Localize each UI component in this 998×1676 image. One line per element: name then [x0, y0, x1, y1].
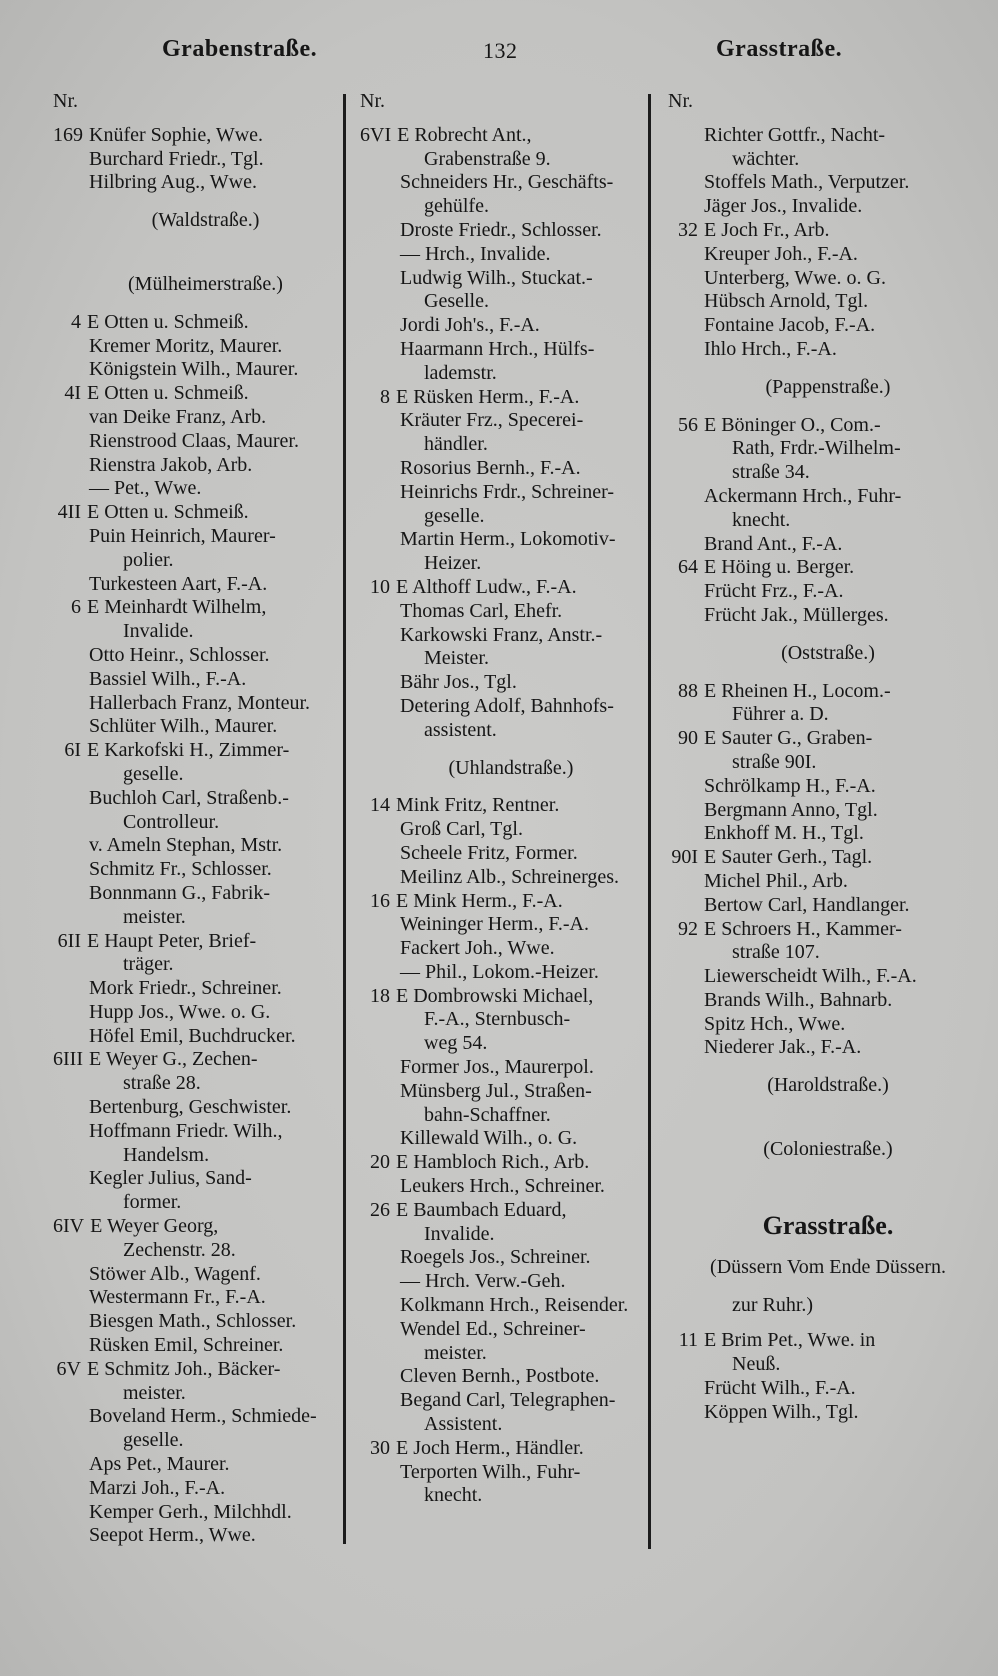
resident-line: Detering Adolf, Bahnhofs- [400, 694, 614, 717]
house-entry [53, 501, 338, 525]
continuation-line: Grabenstraße 9. [424, 147, 551, 170]
resident-line: Marzi Joh., F.-A. [89, 1476, 226, 1499]
resident-line: Bertow Carl, Handlanger. [704, 893, 910, 916]
resident-line: Rüsken Emil, Schreiner. [89, 1334, 284, 1357]
house-entry [360, 1437, 642, 1461]
resident-line: Meilinz Alb., Schreinerges. [400, 865, 620, 888]
house-entry [360, 890, 642, 914]
house-entry [668, 414, 968, 438]
resident-line: Köppen Wilh., Tgl. [704, 1400, 859, 1423]
column-1 [53, 90, 338, 1548]
continuation-line: Rath, Frdr.-Wilhelm- [732, 437, 901, 460]
street-heading: (Coloniestraße.) [763, 1138, 893, 1161]
resident-text: E Meinhardt Wilhelm, [87, 596, 267, 619]
resident-line: Rosorius Bernh., F.-A. [400, 456, 581, 479]
continuation-line: Meister. [424, 647, 489, 670]
resident-line: Thomas Carl, Ehefr. [400, 599, 563, 622]
house-number: 6VI [360, 123, 392, 146]
resident-line: Former Jos., Maurerpol. [400, 1056, 594, 1079]
house-number: 11 [678, 1329, 698, 1352]
continuation-line: assistent. [424, 718, 497, 741]
resident-text: E Sauter G., Graben- [704, 727, 873, 750]
column-rule [648, 94, 651, 1549]
resident-line: Westermann Fr., F.-A. [89, 1286, 266, 1309]
street-heading: (Mülheimerstraße.) [128, 272, 283, 295]
house-entry [53, 1358, 338, 1382]
continuation-line: lademstr. [424, 361, 497, 384]
resident-line: Wendel Ed., Schreiner- [400, 1317, 586, 1340]
resident-line: Killewald Wilh., o. G. [400, 1127, 578, 1150]
resident-line: Seepot Herm., Wwe. [89, 1524, 256, 1547]
house-entry [53, 1215, 338, 1239]
resident-line: Richter Gottfr., Nacht- [704, 123, 886, 146]
house-number: 4II [57, 501, 81, 524]
house-entry [360, 1151, 642, 1175]
resident-line: Brands Wilh., Bahnarb. [704, 988, 893, 1011]
continuation-line: knecht. [732, 508, 791, 531]
continuation-line: Controlleur. [123, 810, 220, 833]
house-entry [668, 846, 968, 870]
resident-line: Jordi Joh's., F.-A. [400, 314, 540, 337]
street-heading: (Uhlandstraße.) [448, 756, 574, 779]
resident-line: Frücht Frz., F.-A. [704, 580, 844, 603]
resident-line: Otto Heinr., Schlosser. [89, 643, 270, 666]
resident-line: Terporten Wilh., Fuhr- [400, 1460, 581, 1483]
resident-text: E Rüsken Herm., F.-A. [396, 385, 580, 408]
spacer [53, 247, 338, 259]
resident-line: Leukers Hrch., Schreiner. [400, 1175, 605, 1198]
continuation-line: former. [123, 1191, 182, 1214]
house-number: 30 [370, 1436, 390, 1459]
house-number: 10 [370, 575, 390, 598]
house-number: 169 [53, 123, 83, 146]
resident-text: E Mink Herm., F.-A. [396, 889, 563, 912]
resident-line: Buchloh Carl, Straßenb.- [89, 786, 289, 809]
resident-text: E Höing u. Berger. [704, 556, 855, 579]
resident-line: — Phil., Lokom.-Heizer. [400, 960, 599, 983]
resident-line: Kräuter Frz., Specerei- [400, 409, 584, 432]
resident-line: Scheele Fritz, Former. [400, 841, 578, 864]
column-header-nr: Nr. [53, 90, 78, 112]
resident-line: Michel Phil., Arb. [704, 869, 848, 892]
resident-line: Hoffmann Friedr. Wilh., [89, 1119, 283, 1142]
house-number: 20 [370, 1151, 390, 1174]
continuation-line: straße 107. [732, 941, 820, 964]
resident-line: Roegels Jos., Schreiner. [400, 1246, 591, 1269]
resident-text: E Weyer G., Zechen- [88, 1048, 258, 1071]
continuation-line: träger. [123, 953, 174, 976]
house-number: 18 [370, 984, 390, 1007]
house-entry [53, 311, 338, 335]
resident-line: Bassiel Wilh., F.-A. [89, 667, 247, 690]
resident-text: E Baumbach Eduard, [396, 1198, 567, 1221]
house-entry [360, 794, 642, 818]
resident-line: Rienstrood Claas, Maurer. [89, 429, 299, 452]
resident-line: Martin Herm., Lokomotiv- [400, 528, 616, 551]
house-number: 8 [380, 385, 390, 408]
continuation-line: straße 34. [732, 461, 810, 484]
resident-line: Kreuper Joh., F.-A. [704, 242, 858, 265]
resident-line: Haarmann Hrch., Hülfs- [400, 337, 595, 360]
page-number: 132 [483, 38, 518, 63]
house-number: 14 [370, 794, 390, 817]
section-title: Grasstraße. [762, 1210, 894, 1240]
resident-text: E Rheinen H., Locom.- [704, 679, 891, 702]
house-number: 88 [678, 679, 698, 702]
resident-line: Bertenburg, Geschwister. [89, 1096, 292, 1119]
resident-line: Mork Friedr., Schreiner. [89, 977, 282, 1000]
house-number: 26 [370, 1198, 390, 1221]
resident-line: Brand Ant., F.-A. [704, 532, 843, 555]
continuation-line: knecht. [424, 1484, 483, 1507]
column-3 [668, 90, 968, 1425]
resident-line: Droste Friedr., Schlosser. [400, 218, 602, 241]
street-heading: (Oststraße.) [781, 641, 875, 664]
house-number: 4I [64, 382, 81, 405]
resident-line: Frücht Wilh., F.-A. [704, 1377, 856, 1400]
resident-text: E Dombrowski Michael, [396, 984, 594, 1007]
house-number: 64 [678, 556, 698, 579]
resident-line: Hübsch Arnold, Tgl. [704, 290, 869, 313]
resident-line: Burchard Friedr., Tgl. [89, 147, 264, 170]
resident-line: Puin Heinrich, Maurer- [89, 524, 276, 547]
resident-line: Münsberg Jul., Straßen- [400, 1079, 592, 1102]
continuation-line: straße 28. [123, 1072, 201, 1095]
resident-text: Mink Fritz, Rentner. [396, 794, 560, 817]
running-head-right: Grasstraße. [716, 36, 843, 62]
resident-text: E Hambloch Rich., Arb. [396, 1151, 590, 1174]
house-entry [360, 985, 642, 1009]
resident-line: Enkhoff M. H., Tgl. [704, 822, 864, 845]
resident-text: E Schmitz Joh., Bäcker- [87, 1357, 281, 1380]
continuation-line: Handelsm. [123, 1143, 210, 1166]
resident-line: Ihlo Hrch., F.-A. [704, 337, 837, 360]
resident-text: E Karkofski H., Zimmer- [87, 739, 290, 762]
continuation-line: polier. [123, 548, 174, 571]
continuation-line: meister. [123, 1381, 186, 1404]
house-number: 4 [71, 310, 81, 333]
house-entry [668, 556, 968, 580]
house-entry [53, 739, 338, 763]
continuation-line: Invalide. [424, 1222, 495, 1245]
column-2 [360, 90, 642, 1508]
continuation-line: Invalide. [123, 620, 194, 643]
resident-line: Biesgen Math., Schlosser. [89, 1310, 297, 1333]
house-entry [360, 124, 642, 148]
house-entry [668, 680, 968, 704]
resident-line: Stoffels Math., Verputzer. [704, 171, 910, 194]
resident-text: Knüfer Sophie, Wwe. [89, 123, 264, 146]
resident-line: Rienstra Jakob, Arb. [89, 453, 253, 476]
resident-text: E Joch Fr., Arb. [704, 218, 830, 241]
house-number: 6I [64, 739, 81, 762]
house-number: 6II [57, 929, 81, 952]
resident-text: E Otten u. Schmeiß. [87, 382, 249, 405]
resident-line: Liewerscheidt Wilh., F.-A. [704, 965, 917, 988]
continuation-line: straße 90I. [732, 750, 817, 773]
continuation-line: Geselle. [424, 290, 489, 313]
house-entry [668, 1329, 968, 1353]
resident-line: Schneiders Hr., Geschäfts- [400, 171, 614, 194]
continuation-line: Neuß. [732, 1353, 781, 1376]
resident-line: Frücht Jak., Müllerges. [704, 603, 889, 626]
resident-line: Hallerbach Franz, Monteur. [89, 691, 311, 714]
resident-line: van Deike Franz, Arb. [89, 405, 267, 428]
resident-line: Bergmann Anno, Tgl. [704, 798, 878, 821]
house-entry [360, 1199, 642, 1223]
resident-line: Unterberg, Wwe. o. G. [704, 266, 886, 289]
house-number: 6III [53, 1048, 83, 1071]
resident-text: E Böninger O., Com.- [704, 413, 881, 436]
house-number: 16 [370, 889, 390, 912]
resident-line: Niederer Jak., F.-A. [704, 1036, 862, 1059]
resident-text: E Althoff Ludw., F.-A. [396, 575, 577, 598]
continuation-line: zur Ruhr.) [732, 1293, 814, 1316]
house-entry [53, 124, 338, 148]
resident-line: Kolkmann Hrch., Reisender. [400, 1294, 629, 1317]
resident-line: Hupp Jos., Wwe. o. G. [89, 1000, 271, 1023]
continuation-line: Führer a. D. [732, 703, 829, 726]
resident-line: Kremer Moritz, Maurer. [89, 334, 283, 357]
resident-text: E Brim Pet., Wwe. in [704, 1329, 876, 1352]
running-head-left: Grabenstraße. [162, 36, 318, 62]
resident-line: Ackermann Hrch., Fuhr- [704, 484, 902, 507]
resident-text: E Joch Herm., Händler. [396, 1436, 584, 1459]
continuation-line: Zechenstr. 28. [123, 1238, 236, 1261]
house-entry [360, 386, 642, 410]
street-heading: (Waldstraße.) [151, 209, 260, 232]
resident-line: Königstein Wilh., Maurer. [89, 358, 299, 381]
resident-line: — Pet., Wwe. [89, 477, 202, 500]
column-rule [343, 94, 346, 1544]
house-entry [53, 382, 338, 406]
resident-line: Stöwer Alb., Wagenf. [89, 1262, 261, 1285]
resident-line: Kegler Julius, Sand- [89, 1167, 252, 1190]
house-number: 92 [678, 917, 698, 940]
house-number: 90 [678, 727, 698, 750]
resident-line: Begand Carl, Telegraphen- [400, 1389, 616, 1412]
continuation-line: F.-A., Sternbusch- [424, 1008, 571, 1031]
street-heading: (Düssern Vom Ende Düssern. [710, 1255, 946, 1278]
house-entry [668, 727, 968, 751]
house-number: 6V [56, 1357, 81, 1380]
resident-text: E Robrecht Ant., [397, 123, 532, 146]
street-heading: (Pappenstraße.) [765, 375, 891, 398]
resident-line: Höfel Emil, Buchdrucker. [89, 1024, 296, 1047]
house-entry [668, 219, 968, 243]
house-number: 56 [678, 413, 698, 436]
resident-text: E Haupt Peter, Brief- [87, 929, 257, 952]
house-number: 6 [71, 596, 81, 619]
house-entry [668, 918, 968, 942]
house-entry [360, 576, 642, 600]
house-entry [53, 930, 338, 954]
resident-line: Spitz Hch., Wwe. [704, 1012, 846, 1035]
spacer [668, 1176, 968, 1188]
resident-line: v. Ameln Stephan, Mstr. [89, 834, 283, 857]
continuation-line: geselle. [424, 504, 485, 527]
resident-line: Groß Carl, Tgl. [400, 818, 523, 841]
resident-text: E Schroers H., Kammer- [704, 917, 902, 940]
continuation-line: Assistent. [424, 1413, 503, 1436]
house-number: 32 [678, 218, 698, 241]
resident-line: Fontaine Jacob, F.-A. [704, 314, 876, 337]
resident-line: Cleven Bernh., Postbote. [400, 1365, 600, 1388]
continuation-line: Heizer. [424, 552, 482, 575]
continuation-line: meister. [123, 905, 186, 928]
resident-text: E Sauter Gerh., Tagl. [704, 846, 873, 869]
resident-line: Ludwig Wilh., Stuckat.- [400, 266, 593, 289]
continuation-line: weg 54. [424, 1032, 488, 1055]
house-number: 90I [671, 846, 698, 869]
resident-line: Aps Pet., Maurer. [89, 1453, 230, 1476]
house-number: 6IV [53, 1215, 85, 1238]
continuation-line: gehülfe. [424, 195, 489, 218]
resident-text: E Otten u. Schmeiß. [87, 310, 249, 333]
resident-text: E Weyer Georg, [90, 1215, 219, 1238]
resident-line: Heinrichs Frdr., Schreiner- [400, 480, 614, 503]
spacer [668, 1317, 968, 1329]
resident-line: Boveland Herm., Schmiede- [89, 1405, 317, 1428]
continuation-line: händler. [424, 433, 488, 456]
resident-line: — Hrch., Invalide. [400, 242, 551, 265]
spacer [668, 1112, 968, 1124]
house-entry [53, 596, 338, 620]
resident-line: Schlüter Wilh., Maurer. [89, 715, 278, 738]
column-header-nr: Nr. [668, 90, 693, 112]
resident-line: Kemper Gerh., Milchhdl. [89, 1500, 292, 1523]
resident-line: Weininger Herm., F.-A. [400, 913, 589, 936]
resident-text: E Otten u. Schmeiß. [87, 501, 249, 524]
continuation-line: geselle. [123, 1429, 184, 1452]
continuation-line: bahn-Schaffner. [424, 1103, 551, 1126]
resident-line: — Hrch. Verw.-Geh. [400, 1270, 566, 1293]
resident-line: Hilbring Aug., Wwe. [89, 171, 257, 194]
continuation-line: geselle. [123, 762, 184, 785]
continuation-line: meister. [424, 1341, 487, 1364]
resident-line: Fackert Joh., Wwe. [400, 937, 555, 960]
resident-line: Bähr Jos., Tgl. [400, 671, 517, 694]
resident-line: Jäger Jos., Invalide. [704, 195, 863, 218]
street-heading: (Haroldstraße.) [767, 1074, 889, 1097]
house-entry [53, 1048, 338, 1072]
resident-line: Schmitz Fr., Schlosser. [89, 858, 272, 881]
resident-line: Schrölkamp H., F.-A. [704, 774, 876, 797]
resident-line: Turkesteen Aart, F.-A. [89, 572, 268, 595]
resident-line: Bonnmann G., Fabrik- [89, 881, 271, 904]
column-header-nr: Nr. [360, 90, 385, 112]
continuation-line: wächter. [732, 147, 800, 170]
resident-line: Karkowski Franz, Anstr.- [400, 623, 603, 646]
